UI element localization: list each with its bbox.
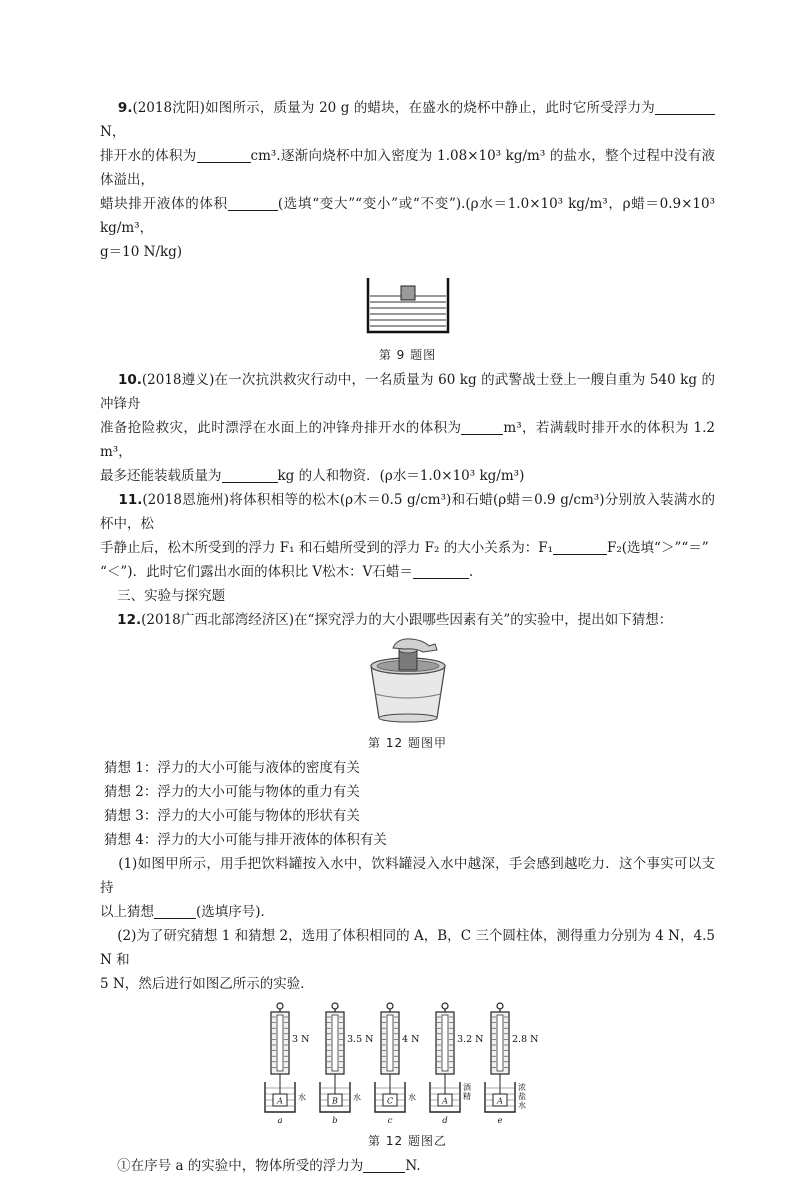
scale-hook-ring (387, 1003, 393, 1009)
q12-sub3b: N. (405, 1158, 421, 1174)
figure-9-beaker (100, 274, 715, 344)
experiment-label: b (331, 1116, 338, 1126)
scale-reading: 4 N (401, 1034, 419, 1045)
guess-item: 猜想 2：浮力的大小可能与物体的重力有关 (104, 784, 360, 800)
q9-line2a: 排开水的体积为 (100, 148, 197, 164)
scale-reading: 3 N (291, 1034, 309, 1045)
answer-blank[interactable] (553, 538, 607, 555)
bucket-hand-illustration (363, 636, 453, 724)
spring-scales-illustration (258, 1002, 558, 1126)
q12-sub2-line1: (2)为了研究猜想 1 和猜想 2，选用了体积相同的 A，B，C 三个圆柱体，测得重力分别为 4 N，4.5 N 和 (100, 928, 715, 968)
liquid-label: 水 (407, 1093, 416, 1102)
question-10 (100, 368, 715, 488)
scale-hook-ring (442, 1003, 448, 1009)
scale-hook-ring (332, 1003, 338, 1009)
section-title: 三、实验与探究题 (117, 588, 226, 604)
figure-12b-scales (100, 1002, 715, 1134)
question-number: 10. (117, 372, 142, 388)
spring-scale (485, 1003, 538, 1126)
spring-scale (375, 1003, 419, 1126)
q12-sub3 (100, 1154, 715, 1178)
scale-slot (277, 1015, 283, 1071)
scale-reading: 3.2 N (456, 1034, 483, 1045)
q12-sub1-line2b: (选填序号)． (196, 904, 275, 920)
scale-hook-ring (277, 1003, 283, 1009)
experiment-label: a (276, 1116, 283, 1126)
scale-reading: 2.8 N (511, 1034, 538, 1045)
guess-item: 猜想 1：浮力的大小可能与液体的密度有关 (104, 760, 360, 776)
question-number: 9. (117, 100, 133, 116)
spring-scale (320, 1003, 373, 1126)
q11-line2a: 手静止后，松木所受到的浮力 F₁ 和石蜡所受到的浮力 F₂ 的大小关系为：F₁ (100, 540, 554, 556)
liquid-label: 盐 (517, 1092, 526, 1101)
answer-blank[interactable] (228, 194, 278, 211)
q12-sub2 (100, 924, 715, 996)
figure-12a-caption: 第 12 题图甲 (368, 736, 447, 750)
q9-line2b: cm³.逐渐向烧杯中加入密度为 1.08×10³ kg/m³ 的盐水，整个过程中没有液体溢出， (100, 148, 716, 188)
answer-blank[interactable] (655, 98, 715, 115)
scale-slot (442, 1015, 448, 1071)
q9-line3a: 蜡块排开液体的体积 (100, 196, 228, 212)
q11-line2b: F₂(选填“＞”“＝” (607, 540, 709, 556)
guess-item: 猜想 3：浮力的大小可能与物体的形状有关 (104, 808, 360, 824)
answer-blank[interactable] (461, 418, 503, 435)
liquid-label: 水 (352, 1093, 361, 1102)
question-number: 12. (117, 612, 142, 628)
q10-line2b: m³，若满载时排开水的体积为 1.2 m³， (100, 420, 716, 460)
worksheet-page (100, 96, 715, 1178)
q9-line3b: (选填“变大”“变小”或“不变”).(ρ水＝1.0×10³ kg/m³，ρ蜡＝0.9×10³ kg/m³， (100, 196, 715, 236)
liquid-label: 酒 (462, 1083, 471, 1092)
answer-blank[interactable] (363, 1156, 405, 1173)
answer-blank[interactable] (413, 562, 469, 579)
scale-slot (332, 1015, 338, 1071)
experiment-label: c (387, 1116, 392, 1126)
q12-sub1 (100, 852, 715, 924)
q9-line4: g＝10 N/kg) (100, 244, 183, 260)
spring-scale (265, 1003, 309, 1126)
block-letter: A (496, 1096, 503, 1106)
question-11 (100, 488, 715, 584)
q9-unit1: N， (100, 124, 126, 140)
block-letter: B (331, 1096, 338, 1106)
q12-sub1-line1: (1)如图甲所示，用手把饮料罐按入水中，饮料罐浸入水中越深，手会感到越吃力．这个事实可以支持 (100, 856, 715, 896)
q12-intro: (2018广西北部湾经济区)在“探究浮力的大小跟哪些因素有关”的实验中，提出如下猜想： (141, 612, 673, 628)
liquid-label: 精 (462, 1092, 471, 1101)
question-number: 11. (118, 492, 143, 508)
q9-line1: (2018沈阳)如图所示，质量为 20 g 的蜡块，在盛水的烧杯中静止，此时它所受浮力为 (132, 100, 655, 116)
answer-blank[interactable] (154, 902, 196, 919)
scale-hook-ring (497, 1003, 503, 1009)
block-letter: C (386, 1096, 393, 1106)
liquid-label: 浓 (517, 1083, 526, 1092)
block-letter: A (441, 1096, 448, 1106)
answer-blank[interactable] (197, 146, 251, 163)
q10-line3b: kg 的人和物资．(ρ水＝1.0×10³ kg/m³) (277, 468, 525, 484)
q11-line3b: . (468, 564, 474, 580)
q11-line3a: “＜”)．此时它们露出水面的体积比 V松木：V石蜡＝ (100, 564, 413, 580)
beaker-illustration (348, 274, 468, 336)
section-heading (100, 584, 715, 608)
spring-scale (430, 1003, 483, 1126)
block-letter: A (276, 1096, 283, 1106)
q10-line1: (2018遵义)在一次抗洪救灾行动中，一名质量为 60 kg 的武警战士登上一艘自重为 540 kg 的冲锋舟 (100, 372, 715, 412)
q12-sub3a: ①在序号 a 的实验中，物体所受的浮力为 (117, 1158, 364, 1174)
q10-line2a: 准备抢险救灾，此时漂浮在水面上的冲锋舟排开水的体积为 (100, 420, 462, 436)
question-12 (100, 608, 715, 1178)
experiment-label: e (496, 1116, 503, 1126)
guess-list (100, 756, 715, 852)
figure-12b-caption: 第 12 题图乙 (368, 1134, 447, 1148)
scale-slot (387, 1015, 393, 1071)
liquid-label: 水 (297, 1093, 306, 1102)
figure-12a-bucket (100, 636, 715, 732)
guess-item: 猜想 4：浮力的大小可能与排开液体的体积有关 (104, 832, 387, 848)
scale-slot (497, 1015, 503, 1071)
figure-9-caption: 第 9 题图 (378, 348, 437, 362)
question-9 (100, 96, 715, 364)
scale-reading: 3.5 N (346, 1034, 373, 1045)
q10-line3a: 最多还能装载质量为 (100, 468, 222, 484)
q11-line1: (2018恩施州)将体积相等的松木(ρ木＝0.5 g/cm³)和石蜡(ρ蜡＝0.9 g/cm³)分别放入装满水的杯中，松 (100, 492, 715, 532)
liquid-label: 水 (517, 1101, 526, 1110)
experiment-label: d (441, 1116, 448, 1126)
answer-blank[interactable] (222, 466, 278, 483)
q12-sub1-line2a: 以上猜想 (100, 904, 154, 920)
q12-sub2-line2: 5 N，然后进行如图乙所示的实验． (100, 976, 314, 992)
